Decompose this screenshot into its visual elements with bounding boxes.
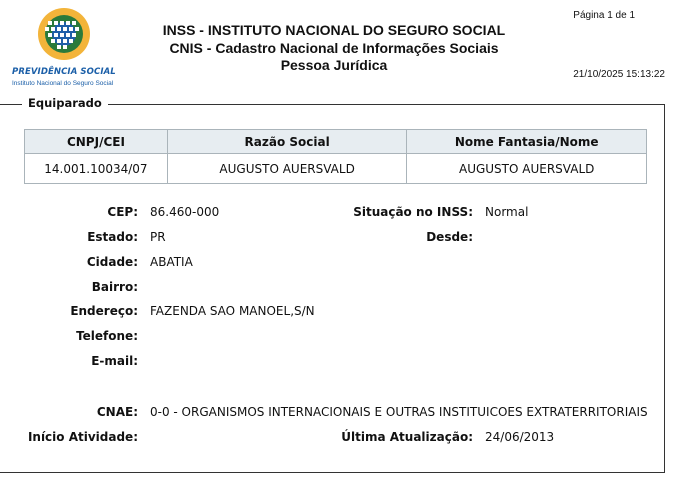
- logo-title: PREVIDÊNCIA SOCIAL: [12, 67, 116, 77]
- column-header: Razão Social: [167, 130, 407, 154]
- cep-label: CEP:: [107, 205, 138, 219]
- cidade-value: ABATIA: [150, 255, 193, 269]
- previdencia-social-logo: [4, 8, 120, 86]
- table-cell-razao-social: AUGUSTO AUERSVALD: [167, 154, 407, 184]
- endereco-label: Endereço:: [70, 304, 138, 318]
- estado-value: PR: [150, 230, 166, 244]
- ultima-atualizacao-label: Última Atualização:: [341, 430, 473, 444]
- telefone-label: Telefone:: [76, 329, 138, 343]
- header-system: CNIS - Cadastro Nacional de Informações Sociais: [169, 40, 499, 56]
- column-header: Nome Fantasia/Nome: [407, 130, 647, 154]
- cep-value: 86.460-000: [150, 205, 220, 219]
- inicio-atividade-label: Início Atividade:: [27, 430, 138, 444]
- cidade-label: Cidade:: [86, 255, 138, 269]
- situacao-label: Situação no INSS:: [353, 205, 473, 219]
- header-type: Pessoa Jurídica: [280, 57, 388, 73]
- situacao-value: Normal: [485, 205, 529, 219]
- cnae-value: 0-0 - ORGANISMOS INTERNACIONAIS E OUTRAS INSTITUICOES EXTRATERRITORIAIS: [150, 405, 648, 419]
- ultima-atualizacao-value: 24/06/2013: [485, 430, 555, 444]
- logo-emblem-icon: [4, 8, 120, 66]
- estado-label: Estado:: [87, 230, 138, 244]
- cnae-label: CNAE:: [96, 405, 138, 419]
- table-header-row: [25, 130, 647, 154]
- timestamp: 21/10/2025 15:13:22: [573, 69, 665, 80]
- table-cell-nome-fantasia: AUGUSTO AUERSVALD: [407, 154, 647, 184]
- desde-label: Desde:: [426, 230, 473, 244]
- bairro-label: Bairro:: [91, 280, 138, 294]
- table-row: [25, 154, 647, 184]
- identification-table: [24, 129, 647, 184]
- logo-subtitle: Instituto Nacional do Seguro Social: [12, 80, 114, 87]
- column-header: CNPJ/CEI: [25, 130, 168, 154]
- header-institution: INSS - INSTITUTO NACIONAL DO SEGURO SOCIAL: [162, 22, 506, 38]
- section-legend: Equiparado: [22, 96, 108, 110]
- endereco-value: FAZENDA SAO MANOEL,S/N: [150, 304, 315, 318]
- page-number: Página 1 de 1: [573, 10, 635, 21]
- table-cell-cnpj: 14.001.10034/07: [25, 154, 168, 184]
- email-label: E-mail:: [91, 354, 138, 368]
